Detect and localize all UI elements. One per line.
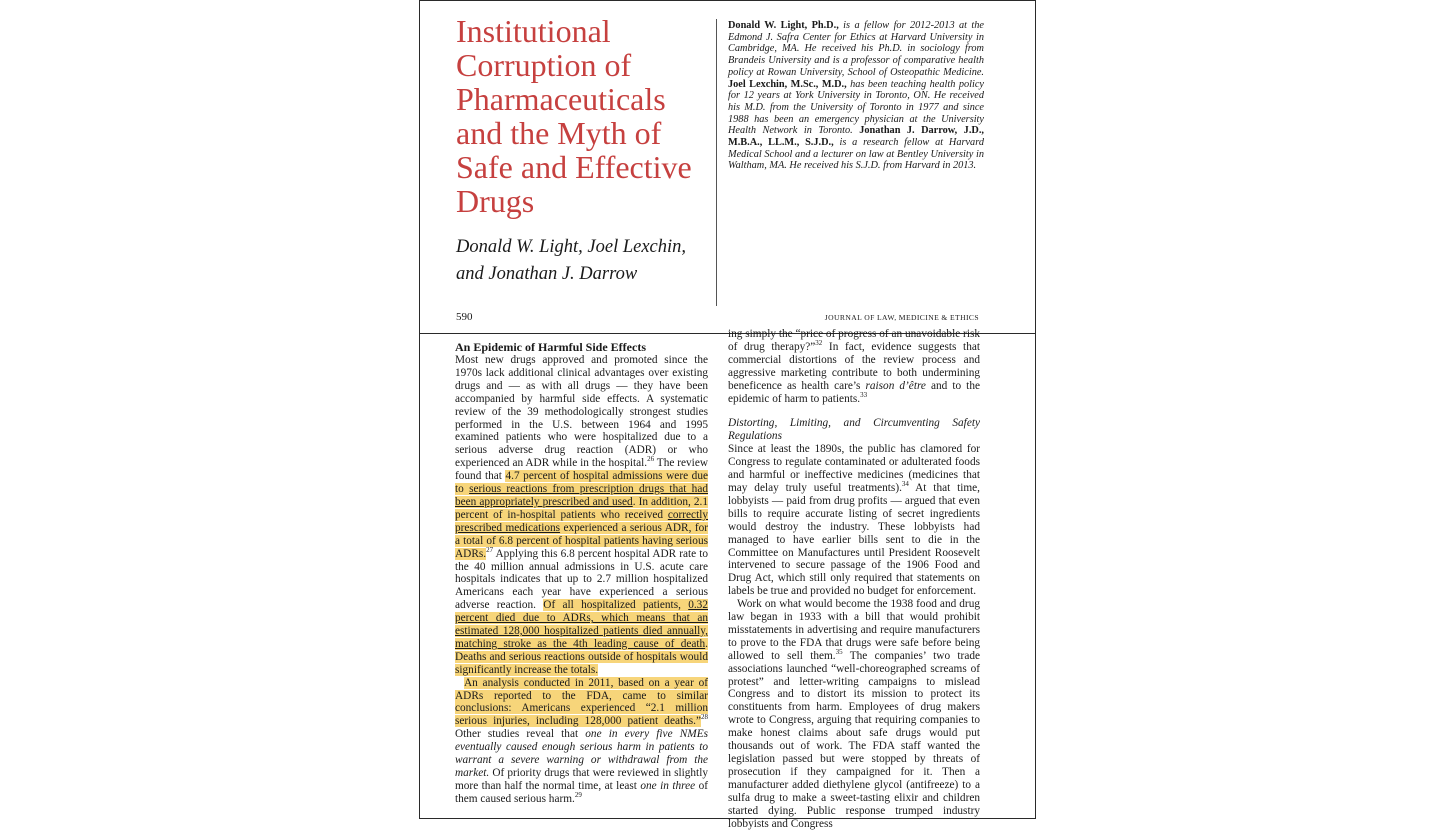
bio-name-2: Joel Lexchin, M.Sc., M.D., [728,78,847,90]
section-heading: An Epidemic of Harmful Side Effects [455,340,646,354]
journal-name: JOURNAL OF LAW, MEDICINE & ETHICS [824,313,979,322]
highlight-1: 4.7 percent of hospital admissions were due to serious reactions from prescription drugs that had been appropriately prescribed and used. In addition, 2.1 percent of in-hospital patients who received correctly prescribed medications experienced a serious ADR, for a total of 6.8 percent of hospital patients having serious ADRs. [455,470,708,560]
bio-name-3: Jonathan J. Darrow, J.D., M.B.A., LL.M., S.J.D., [728,125,984,149]
authors-line-1: Donald W. Light, Joel Lexchin, [456,237,687,257]
right-paragraph-3: Work on what would become the 1938 food and drug law began in 1933 with a bill that would prohibit misstatements in advertising and require manufacturers to prove to the FDA that drugs were safe before being allowed to sell them.$^{35}$ The companies’ two trade associations launched “well-choreographed screams of protest” and letter-writing campaigns to mislead Congress and to distort its mission to protect its constituents from harm. Employees of drug makers wrote to Congress, arguing that requiring companies to make honest claims about safe drugs would put thousands out of work. The FDA staff wanted the legislation passed but were stopped by threats of prosecution if they campaigned for it. Then a manufacturer added diethylene glycol (antifreeze) to a sulfa drug to make a sweet-tasting elixir and children started dying. Public response trumped industry lobbyists and Congress [728,598,980,830]
page-number: 590 [456,311,473,323]
footnote-ref: 33 [860,390,868,399]
footnote-ref: 35 [835,647,843,656]
bio-text-3: is a research fellow at Harvard Medical School and a lecturer on law at Bentley University in Waltham, MA. He received his S.J.D. from Harvard in 2013. [728,137,984,172]
authors-line-2: and Jonathan J. Darrow [456,264,638,284]
left-paragraph-2: An analysis conducted in 2011, based on a year of ADRs reported to the FDA, came to similar conclusions: Americans experienced “2.1 million serious injuries, including 128,000 patient deaths.”$^{28}$ Other studies reveal that one in every five NMEs eventually caused enough serious harm in patients to warrant a severe warning or withdrawal from the market. Of priority drugs that were reviewed in slightly more than half the normal time, at least one in three of them caused serious harm.$^{29}$ [455,676,708,805]
bio-text-2: has been teaching health policy for 12 years at York University in Toronto, ON. He received his M.D. from the University of Toronto in 1977 and since 1988 has been an emergency physician at the University Health Network in Toronto. [728,78,984,137]
page-bottom [419,328,1036,830]
footnote-ref: 28 [701,713,708,722]
page-top [419,0,1036,334]
subsection-heading: Distorting, Limiting, and Circumventing Safety Regulations [728,417,980,443]
bio-text-1: is a fellow for 2012-2013 at the Edmond J. Safra Center for Ethics at Harvard University in Cambridge, MA. He received his Ph.D. in sociology from Brandeis University and is a professor of comparative health policy at Rowan University, School of Osteopathic Medicine. [728,20,984,78]
highlight-2: Of all hospitalized patients, 0.32 percent died due to ADRs, which means that an estimated 128,000 hospitalized patients died annually, matching stroke as the 4th leading cause of death. Deaths and serious reactions outside of hospitals would significantly increase the totals. [455,599,708,676]
article-title: Institutional Corruption of Pharmaceuticals and the Myth of Safe and Effective Drugs [456,13,692,219]
right-paragraph-2: Since at least the 1890s, the public has clamored for Congress to regulate contaminated or adulterated foods and harmful or ineffective medicines (medicines that may delay truly useful treatments).$^{34}$ At that time, lobbyists — paid from drug profits — argued that even bills to require accurate listing of secret ingredients would destroy the industry. These lobbyists had managed to have earlier bills sent to die in the Committee on Manufactures until President Roosevelt intervened to secure passage of the 1906 Food and Drug Act, which still only required that statements on labels be true and provided no budget for enforcement. [728,443,980,598]
right-paragraph-1: ing simply the “price of progress of an unavoidable risk of drug therapy?”$^{32}$ In fact, evidence suggests that commercial distortions of the review process and aggressive marketing contribute to both undermining beneficence as health care’s raison d’être and to the epidemic of harm to patients.$^{33}$ [728,328,980,405]
right-column [728,328,980,830]
author-bios [728,20,984,172]
bio-name-1: Donald W. Light, Ph.D., [728,20,839,31]
footnote-ref: 29 [574,791,582,800]
highlight-3: An analysis conducted in 2011, based on a year of ADRs reported to the FDA, came to similar conclusions: Americans experienced “2.1 million serious injuries, including 128,000 patient deaths.” [455,676,708,728]
left-column [455,341,708,806]
footnote-ref: 27 [486,545,494,554]
footnote-ref: 34 [901,480,909,489]
left-paragraph-1: Most new drugs approved and promoted since the 1970s lack additional clinical advantages over existing drugs and — as with all drugs — they have been accompanied by harmful side effects. A systematic review of the 39 methodologically strongest studies performed in the U.S. between 1964 and 1995 examined patients who were hospitalized due to a serious adverse drug reaction (ADR) or who experienced an ADR while in the hospital.$^{26}$ The review found that 4.7 percent of hospital admissions were due to serious reactions from prescription drugs that had been appropriately prescribed and used. In addition, 2.1 percent of in-hospital patients who received correctly prescribed medications experienced a serious ADR, for a total of 6.8 percent of hospital patients having serious ADRs.$^{27}$ Applying this 6.8 percent hospital ADR rate to the 40 million annual admissions in U.S. acute care hospitals indicates that up to 2.7 million hospitalized Americans each year have experienced a serious adverse reaction. Of all hospitalized patients, 0.32 percent died due to ADRs, which means that an estimated 128,000 hospitalized patients died annually, matching stroke as the 4th leading cause of death. Deaths and serious reactions outside of hospitals would significantly increase the totals. [455,354,708,676]
article-authors [456,234,726,288]
footnote-ref: 32 [815,339,823,348]
column-divider [716,19,717,306]
footnote-ref: 26 [647,455,655,464]
